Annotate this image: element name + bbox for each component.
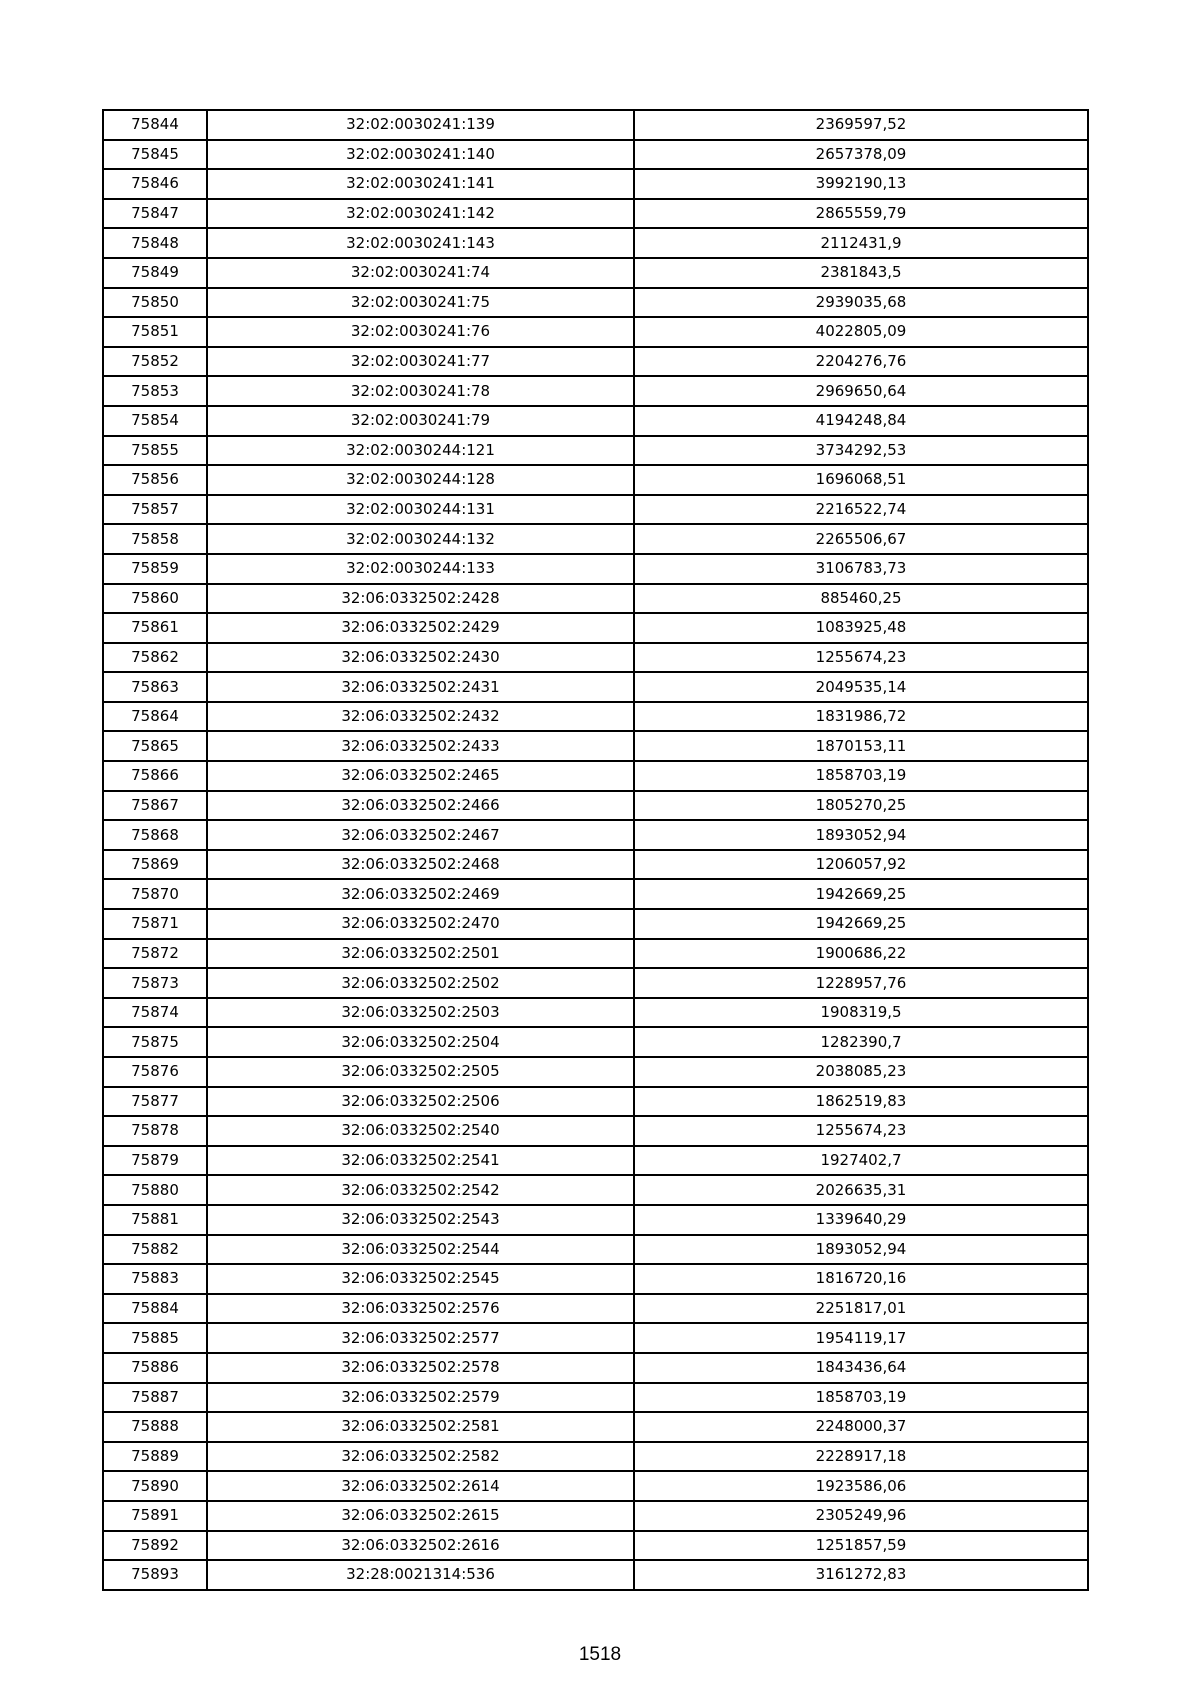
value-cell: 2969650,64 [634, 376, 1088, 406]
cadastral-number-cell: 32:02:0030244:132 [207, 524, 634, 554]
value-cell: 2865559,79 [634, 199, 1088, 229]
value-cell: 1255674,23 [634, 643, 1088, 673]
table-row [103, 1175, 1088, 1205]
row-number-cell: 75847 [103, 199, 207, 229]
row-number-cell: 75860 [103, 584, 207, 614]
cadastral-number-cell: 32:06:0332502:2469 [207, 879, 634, 909]
table-row [103, 465, 1088, 495]
table-row [103, 288, 1088, 318]
cadastral-number-cell: 32:02:0030241:79 [207, 406, 634, 436]
cadastral-number-cell: 32:02:0030241:141 [207, 169, 634, 199]
cadastral-number-cell: 32:02:0030241:139 [207, 110, 634, 140]
value-cell: 1251857,59 [634, 1531, 1088, 1561]
row-number-cell: 75875 [103, 1027, 207, 1057]
cadastral-number-cell: 32:02:0030244:121 [207, 436, 634, 466]
row-number-cell: 75844 [103, 110, 207, 140]
row-number-cell: 75868 [103, 820, 207, 850]
cadastral-number-cell: 32:06:0332502:2501 [207, 939, 634, 969]
cadastral-number-cell: 32:06:0332502:2433 [207, 731, 634, 761]
table-row [103, 347, 1088, 377]
row-number-cell: 75864 [103, 702, 207, 732]
table-row [103, 939, 1088, 969]
table-row [103, 672, 1088, 702]
row-number-cell: 75880 [103, 1175, 207, 1205]
table-row [103, 850, 1088, 880]
cadastral-number-cell: 32:06:0332502:2544 [207, 1235, 634, 1265]
cadastral-number-cell: 32:06:0332502:2576 [207, 1294, 634, 1324]
table-row [103, 554, 1088, 584]
value-cell: 1255674,23 [634, 1116, 1088, 1146]
value-cell: 3161272,83 [634, 1560, 1088, 1590]
cadastral-number-cell: 32:06:0332502:2581 [207, 1412, 634, 1442]
row-number-cell: 75873 [103, 968, 207, 998]
table-row [103, 1057, 1088, 1087]
row-number-cell: 75865 [103, 731, 207, 761]
value-cell: 1282390,7 [634, 1027, 1088, 1057]
table-row [103, 1531, 1088, 1561]
table-row [103, 1412, 1088, 1442]
cadastral-number-cell: 32:06:0332502:2616 [207, 1531, 634, 1561]
value-cell: 1927402,7 [634, 1146, 1088, 1176]
row-number-cell: 75867 [103, 791, 207, 821]
table-row [103, 1471, 1088, 1501]
table-row [103, 1294, 1088, 1324]
cadastral-number-cell: 32:06:0332502:2540 [207, 1116, 634, 1146]
cadastral-number-cell: 32:28:0021314:536 [207, 1560, 634, 1590]
cadastral-number-cell: 32:02:0030244:131 [207, 495, 634, 525]
table-row [103, 1205, 1088, 1235]
value-cell: 2228917,18 [634, 1442, 1088, 1472]
cadastral-number-cell: 32:06:0332502:2467 [207, 820, 634, 850]
row-number-cell: 75886 [103, 1353, 207, 1383]
row-number-cell: 75861 [103, 613, 207, 643]
page-number: 1518 [578, 1644, 622, 1665]
value-cell: 4022805,09 [634, 317, 1088, 347]
cadastral-number-cell: 32:02:0030241:142 [207, 199, 634, 229]
table-row [103, 1501, 1088, 1531]
table-row [103, 140, 1088, 170]
value-cell: 2248000,37 [634, 1412, 1088, 1442]
cadastral-number-cell: 32:02:0030241:76 [207, 317, 634, 347]
value-cell: 2265506,67 [634, 524, 1088, 554]
table-row [103, 1146, 1088, 1176]
cadastral-number-cell: 32:06:0332502:2541 [207, 1146, 634, 1176]
cadastral-number-cell: 32:02:0030241:78 [207, 376, 634, 406]
table-row [103, 495, 1088, 525]
row-number-cell: 75876 [103, 1057, 207, 1087]
cadastral-number-cell: 32:06:0332502:2470 [207, 909, 634, 939]
row-number-cell: 75854 [103, 406, 207, 436]
table-row [103, 1442, 1088, 1472]
value-cell: 2112431,9 [634, 228, 1088, 258]
cadastral-number-cell: 32:02:0030241:143 [207, 228, 634, 258]
table-row [103, 110, 1088, 140]
value-cell: 1893052,94 [634, 820, 1088, 850]
table-row [103, 584, 1088, 614]
table-row [103, 613, 1088, 643]
value-cell: 1942669,25 [634, 909, 1088, 939]
cadastral-number-cell: 32:06:0332502:2615 [207, 1501, 634, 1531]
row-number-cell: 75857 [103, 495, 207, 525]
cadastral-number-cell: 32:02:0030241:74 [207, 258, 634, 288]
row-number-cell: 75858 [103, 524, 207, 554]
table-row [103, 909, 1088, 939]
table-row [103, 702, 1088, 732]
row-number-cell: 75870 [103, 879, 207, 909]
row-number-cell: 75887 [103, 1383, 207, 1413]
cadastral-number-cell: 32:06:0332502:2545 [207, 1264, 634, 1294]
cadastral-number-cell: 32:06:0332502:2428 [207, 584, 634, 614]
value-cell: 2038085,23 [634, 1057, 1088, 1087]
value-cell: 2939035,68 [634, 288, 1088, 318]
row-number-cell: 75888 [103, 1412, 207, 1442]
row-number-cell: 75849 [103, 258, 207, 288]
table-row [103, 258, 1088, 288]
value-cell: 4194248,84 [634, 406, 1088, 436]
value-cell: 1954119,17 [634, 1323, 1088, 1353]
cadastral-number-cell: 32:06:0332502:2503 [207, 998, 634, 1028]
table-row [103, 1027, 1088, 1057]
row-number-cell: 75859 [103, 554, 207, 584]
value-cell: 1816720,16 [634, 1264, 1088, 1294]
cadastral-number-cell: 32:06:0332502:2577 [207, 1323, 634, 1353]
cadastral-number-cell: 32:06:0332502:2542 [207, 1175, 634, 1205]
value-cell: 1843436,64 [634, 1353, 1088, 1383]
table-row [103, 998, 1088, 1028]
row-number-cell: 75890 [103, 1471, 207, 1501]
value-cell: 885460,25 [634, 584, 1088, 614]
table-row [103, 731, 1088, 761]
value-cell: 2026635,31 [634, 1175, 1088, 1205]
row-number-cell: 75884 [103, 1294, 207, 1324]
row-number-cell: 75863 [103, 672, 207, 702]
table-row [103, 879, 1088, 909]
cadastral-number-cell: 32:06:0332502:2431 [207, 672, 634, 702]
row-number-cell: 75848 [103, 228, 207, 258]
table-row [103, 169, 1088, 199]
value-cell: 3992190,13 [634, 169, 1088, 199]
row-number-cell: 75891 [103, 1501, 207, 1531]
value-cell: 2657378,09 [634, 140, 1088, 170]
row-number-cell: 75889 [103, 1442, 207, 1472]
row-number-cell: 75852 [103, 347, 207, 377]
cadastral-number-cell: 32:06:0332502:2432 [207, 702, 634, 732]
table-row [103, 406, 1088, 436]
table-row [103, 199, 1088, 229]
value-cell: 3106783,73 [634, 554, 1088, 584]
row-number-cell: 75892 [103, 1531, 207, 1561]
table-row [103, 436, 1088, 466]
table-row [103, 317, 1088, 347]
value-cell: 1696068,51 [634, 465, 1088, 495]
value-cell: 1805270,25 [634, 791, 1088, 821]
value-cell: 2049535,14 [634, 672, 1088, 702]
value-cell: 1923586,06 [634, 1471, 1088, 1501]
row-number-cell: 75879 [103, 1146, 207, 1176]
cadastral-number-cell: 32:06:0332502:2582 [207, 1442, 634, 1472]
value-cell: 1339640,29 [634, 1205, 1088, 1235]
cadastral-number-cell: 32:02:0030241:75 [207, 288, 634, 318]
value-cell: 1900686,22 [634, 939, 1088, 969]
cadastral-number-cell: 32:06:0332502:2505 [207, 1057, 634, 1087]
table-row [103, 968, 1088, 998]
cadastral-number-cell: 32:06:0332502:2614 [207, 1471, 634, 1501]
cadastral-number-cell: 32:02:0030241:77 [207, 347, 634, 377]
row-number-cell: 75878 [103, 1116, 207, 1146]
row-number-cell: 75882 [103, 1235, 207, 1265]
cadastral-number-cell: 32:06:0332502:2429 [207, 613, 634, 643]
cadastral-number-cell: 32:06:0332502:2543 [207, 1205, 634, 1235]
row-number-cell: 75856 [103, 465, 207, 495]
value-cell: 1893052,94 [634, 1235, 1088, 1265]
row-number-cell: 75869 [103, 850, 207, 880]
value-cell: 1870153,11 [634, 731, 1088, 761]
data-table [102, 109, 1089, 1591]
cadastral-number-cell: 32:06:0332502:2468 [207, 850, 634, 880]
value-cell: 2216522,74 [634, 495, 1088, 525]
value-cell: 2369597,52 [634, 110, 1088, 140]
row-number-cell: 75853 [103, 376, 207, 406]
row-number-cell: 75866 [103, 761, 207, 791]
row-number-cell: 75872 [103, 939, 207, 969]
table-row [103, 791, 1088, 821]
row-number-cell: 75851 [103, 317, 207, 347]
row-number-cell: 75850 [103, 288, 207, 318]
table-row [103, 1560, 1088, 1590]
table-row [103, 643, 1088, 673]
cadastral-number-cell: 32:06:0332502:2504 [207, 1027, 634, 1057]
table-row [103, 820, 1088, 850]
row-number-cell: 75877 [103, 1087, 207, 1117]
cadastral-number-cell: 32:02:0030241:140 [207, 140, 634, 170]
table-row [103, 524, 1088, 554]
cadastral-number-cell: 32:02:0030244:133 [207, 554, 634, 584]
row-number-cell: 75845 [103, 140, 207, 170]
table-row [103, 1087, 1088, 1117]
value-cell: 2204276,76 [634, 347, 1088, 377]
table-row [103, 1116, 1088, 1146]
row-number-cell: 75871 [103, 909, 207, 939]
row-number-cell: 75846 [103, 169, 207, 199]
cadastral-number-cell: 32:06:0332502:2502 [207, 968, 634, 998]
value-cell: 1862519,83 [634, 1087, 1088, 1117]
value-cell: 1083925,48 [634, 613, 1088, 643]
table-row [103, 1264, 1088, 1294]
table-body [103, 110, 1088, 1590]
row-number-cell: 75862 [103, 643, 207, 673]
row-number-cell: 75883 [103, 1264, 207, 1294]
cadastral-number-cell: 32:06:0332502:2466 [207, 791, 634, 821]
row-number-cell: 75881 [103, 1205, 207, 1235]
value-cell: 1858703,19 [634, 761, 1088, 791]
value-cell: 1228957,76 [634, 968, 1088, 998]
row-number-cell: 75885 [103, 1323, 207, 1353]
value-cell: 1908319,5 [634, 998, 1088, 1028]
cadastral-number-cell: 32:06:0332502:2430 [207, 643, 634, 673]
cadastral-number-cell: 32:06:0332502:2578 [207, 1353, 634, 1383]
value-cell: 2381843,5 [634, 258, 1088, 288]
value-cell: 2305249,96 [634, 1501, 1088, 1531]
value-cell: 1206057,92 [634, 850, 1088, 880]
cadastral-number-cell: 32:06:0332502:2506 [207, 1087, 634, 1117]
table-row [103, 1383, 1088, 1413]
table-row [103, 228, 1088, 258]
cadastral-number-cell: 32:06:0332502:2465 [207, 761, 634, 791]
table-row [103, 376, 1088, 406]
cadastral-number-cell: 32:06:0332502:2579 [207, 1383, 634, 1413]
cadastral-number-cell: 32:02:0030244:128 [207, 465, 634, 495]
value-cell: 1831986,72 [634, 702, 1088, 732]
value-cell: 1858703,19 [634, 1383, 1088, 1413]
value-cell: 2251817,01 [634, 1294, 1088, 1324]
table-row [103, 1353, 1088, 1383]
table-row [103, 1235, 1088, 1265]
table-row [103, 1323, 1088, 1353]
value-cell: 3734292,53 [634, 436, 1088, 466]
row-number-cell: 75893 [103, 1560, 207, 1590]
row-number-cell: 75874 [103, 998, 207, 1028]
row-number-cell: 75855 [103, 436, 207, 466]
table-row [103, 761, 1088, 791]
value-cell: 1942669,25 [634, 879, 1088, 909]
